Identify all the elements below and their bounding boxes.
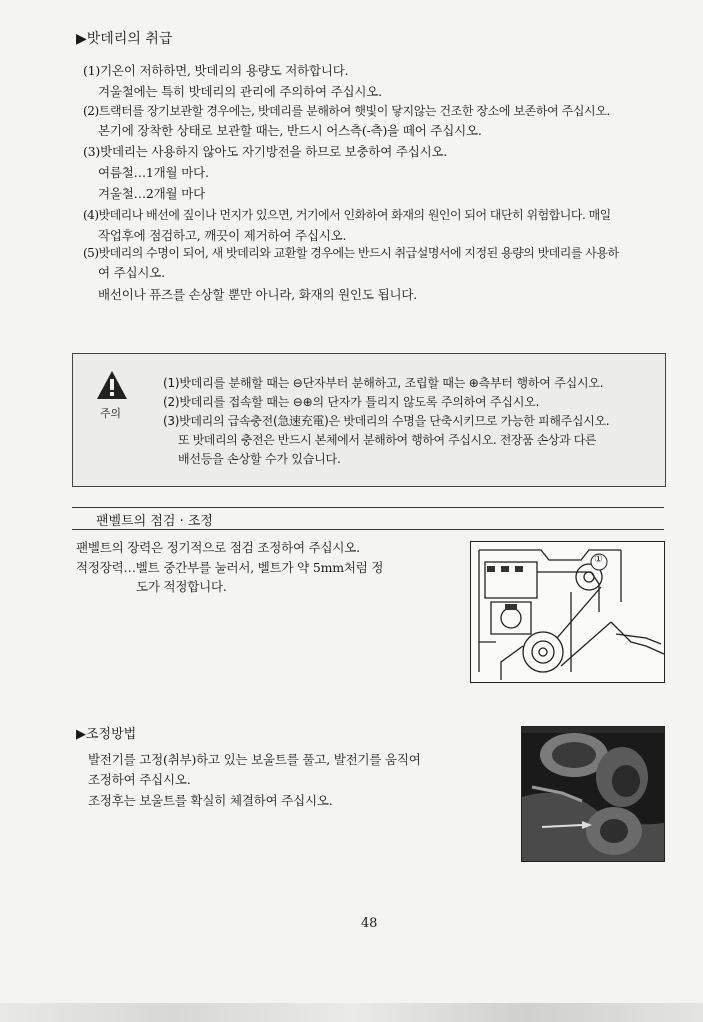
adjustment-line: 조정후는 보울트를 확실히 체결하여 주십시오.	[88, 793, 333, 808]
battery-line: 본기에 장착한 상태로 보관할 때는, 반드시 어스측(-측)을 떼어 주십시오.	[98, 123, 482, 138]
caution-box	[72, 353, 666, 487]
fan-belt-line: 도가 적정합니다.	[136, 579, 227, 594]
caution-line: (2)밧데리를 접속할 때는 ⊖⊕의 단자가 틀리지 않도록 주의하여 주십시오.	[163, 395, 540, 409]
caution-line: 배선등을 손상할 수가 있습니다.	[178, 452, 341, 466]
battery-line: 여름철…1개월 마다.	[98, 165, 209, 180]
caution-label: 주의	[100, 407, 121, 420]
fan-belt-line: 팬벨트의 장력은 정기적으로 점검 조정하여 주십시오.	[76, 540, 360, 555]
page-number: 48	[361, 916, 378, 931]
battery-line: 작업후에 점검하고, 깨끗이 제거하여 주십시오.	[98, 228, 347, 243]
battery-line: 겨울철…2개월 마다	[98, 186, 205, 201]
battery-line: 배선이나 퓨즈를 손상할 뿐만 아니라, 화재의 원인도 됩니다.	[98, 287, 417, 302]
adjustment-section-title: ▶조정방법	[76, 727, 137, 742]
adjustment-line: 발전기를 고정(취부)하고 있는 보울트를 풀고, 발전기를 움직여	[88, 752, 421, 767]
battery-line: (2)트랙터를 장기보관할 경우에는, 밧데리를 분해하여 햇빛이 닿지않는 건조한 장소에 보존하여 주십시오.	[83, 104, 610, 118]
alternator-photo	[521, 726, 665, 862]
fan-belt-illustration	[470, 541, 665, 683]
section-divider-top	[72, 507, 664, 508]
battery-line: 겨울철에는 특히 밧데리의 관리에 주의하여 주십시오.	[98, 84, 382, 99]
battery-line: (5)밧데리의 수명이 되어, 새 밧데리와 교환할 경우에는 반드시 취급설명서에 지정된 용량의 밧데리를 사용하	[83, 246, 619, 260]
figure-callout-number: ①	[594, 554, 603, 565]
battery-line: (1)기온이 저하하면, 밧데리의 용량도 저하합니다.	[83, 63, 349, 78]
battery-section-title: ▶밧데리의 취급	[76, 31, 173, 47]
scan-edge	[0, 1003, 703, 1022]
fan-belt-section-title: 팬벨트의 점검 · 조정	[96, 514, 213, 529]
caution-line: (1)밧데리를 분해할 때는 ⊖단자부터 분해하고, 조립할 때는 ⊕측부터 행하여 주십시오.	[163, 376, 604, 390]
caution-line: 또 밧데리의 충전은 반드시 본체에서 분해하여 행하여 주십시오. 전장품 손상과 다른	[178, 433, 597, 447]
adjustment-line: 조정하여 주십시오.	[88, 772, 191, 787]
section-divider-bottom	[72, 529, 664, 530]
fan-belt-line: 적정장력…벨트 중간부를 눌러서, 벨트가 약 5mm처럼 정	[76, 560, 384, 575]
battery-line: (4)밧데리나 배선에 짚이나 먼지가 있으면, 거기에서 인화하여 화재의 원인이 되어 대단히 위험합니다. 매일	[83, 208, 611, 222]
caution-line: (3)밧데리의 급속충전(急速充電)은 밧데리의 수명을 단축시키므로 가능한 피해주십시오.	[163, 414, 610, 428]
warning-triangle-icon	[95, 369, 129, 401]
battery-line: 여 주십시오.	[98, 265, 165, 280]
battery-line: (3)밧데리는 사용하지 않아도 자기방전을 하므로 보충하여 주십시오.	[83, 144, 448, 159]
